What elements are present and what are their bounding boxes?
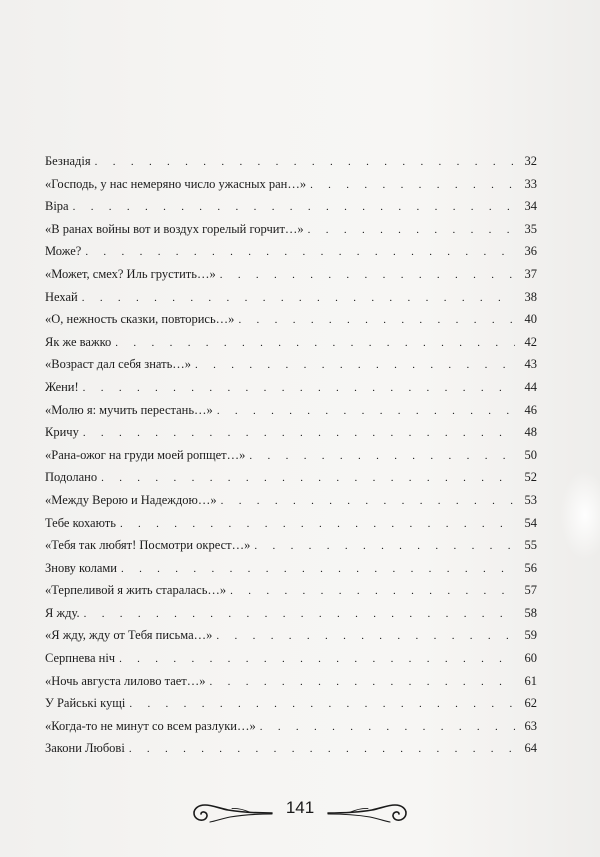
dot-leader [83,422,515,445]
toc-entry-title: Нехай [45,289,78,304]
toc-entry [45,512,537,535]
toc-entry-page: 38 [524,289,537,304]
dot-leader [210,671,515,694]
toc-entry-title: Знову колами [45,560,117,575]
toc-entry-page: 53 [524,492,537,507]
toc-entry-title: Безнадія [45,154,91,168]
page-number: 141 [285,798,315,817]
dot-leader [82,287,515,310]
toc-entry-title: «Тебя так любят! Посмотри окрест…» [45,538,251,553]
light-glare [560,470,600,560]
toc-entry-page: 56 [524,560,537,575]
toc-entry [45,670,537,693]
toc-entry [45,579,537,602]
toc-entry-title: Жени! [45,379,79,394]
toc-entry [45,737,537,760]
toc-entry [45,173,537,196]
dot-leader [308,219,515,242]
toc-entry-page: 43 [524,357,537,372]
dot-leader [249,445,515,468]
toc-entry-page: 52 [524,470,537,485]
toc-entry [45,602,537,625]
toc-entry-title: «Молю я: мучить перестань…» [45,402,213,417]
toc-entry-page: 34 [524,199,537,214]
dot-leader [95,151,515,174]
dot-leader [73,196,515,219]
toc-entry-title: Віра [45,199,69,214]
toc-entry-title: Як же важко [45,334,112,349]
flourish-left-icon [190,799,274,827]
toc-entry-title: Тебе кохають [45,515,116,530]
toc-entry-title: Може? [45,244,82,259]
toc-entry-page: 61 [524,673,537,688]
toc-entry [45,715,537,738]
toc-entry-title: «Когда-то не минут со всем разлуки…» [45,718,256,733]
toc-entry [45,376,537,399]
dot-leader [230,580,515,603]
toc-entry [45,647,537,670]
flourish-right-icon [326,799,410,827]
toc-entry-page: 60 [524,651,537,666]
dot-leader [119,648,515,671]
page-footer [190,795,410,831]
toc-entry-title: Я жду. [45,605,80,620]
toc-entry-page: 48 [524,425,537,440]
toc-entry-page: 57 [524,583,537,598]
dot-leader [121,558,515,581]
toc-entry-title: «Между Верою и Надеждою…» [45,492,217,507]
toc-entry [45,466,537,489]
toc-entry-title: «Господь, у нас немеряно число ужасных ран…» [45,176,307,191]
toc-entry [45,489,537,512]
toc-entry-page: 55 [524,538,537,553]
dot-leader [217,400,515,423]
toc-entry-page: 44 [524,379,537,394]
dot-leader [221,490,515,513]
toc-entry-page: 33 [524,176,537,191]
toc-entry [45,150,537,173]
dot-leader [195,354,515,377]
toc-entry-page: 58 [524,605,537,620]
toc-entry-title: «Возраст дал себя знать…» [45,357,192,372]
dot-leader [216,625,515,648]
toc-entry [45,286,537,309]
dot-leader [260,716,515,739]
toc-entry-title: «Терпеливой я жить старалась…» [45,583,227,598]
toc-entry-page: 54 [524,515,537,530]
dot-leader [220,264,515,287]
toc-entry-page: 40 [524,312,537,327]
dot-leader [83,377,515,400]
toc-entry-title: Кричу [45,425,79,440]
toc-entry [45,557,537,580]
dot-leader [85,241,515,264]
toc-entry [45,421,537,444]
toc-entry [45,218,537,241]
toc-entry [45,263,537,286]
dot-leader [129,738,515,761]
toc-entry-page: 46 [524,402,537,417]
toc-entry-title: «Ночь августа лилово тает…» [45,673,206,688]
toc-entry-title: «Я жду, жду от Тебя письма…» [45,628,213,643]
toc-entry-title: «О, нежность сказки, повторись…» [45,312,235,327]
dot-leader [84,603,515,626]
toc-entry-title: У Райські кущі [45,696,126,711]
toc-entry [45,692,537,715]
dot-leader [120,513,515,536]
toc-entry-title: Подолано [45,470,98,485]
toc-entry-title: Закони Любові [45,741,125,756]
toc-entry [45,353,537,376]
toc-entry-page: 37 [524,266,537,281]
toc-entry-page: 62 [524,696,537,711]
toc-entry-page: 50 [524,447,537,462]
dot-leader [310,174,515,197]
toc-entry-page: 59 [524,628,537,643]
dot-leader [115,332,515,355]
toc-entry [45,399,537,422]
toc-entry-page: 64 [524,741,537,756]
toc-entry-page: 35 [524,221,537,236]
toc-entry [45,624,537,647]
toc-entry-page: 42 [524,334,537,349]
toc-entry [45,195,537,218]
toc-entry-page: 36 [524,244,537,259]
toc-entry-page: 63 [524,718,537,733]
toc-entry [45,534,537,557]
toc-entry [45,240,537,263]
dot-leader [129,693,515,716]
table-of-contents [45,150,537,760]
toc-entry-title: «В ранах войны вот и воздух горелый горчит…» [45,221,304,236]
dot-leader [254,535,515,558]
dot-leader [238,309,515,332]
toc-entry-title: «Может, смех? Иль грустить…» [45,266,216,281]
toc-entry [45,331,537,354]
dot-leader [101,467,515,490]
toc-entry-title: «Рана-ожог на груди моей ропщет…» [45,447,246,462]
toc-entry [45,444,537,467]
toc-entry [45,308,537,331]
toc-entry-page: 32 [524,154,537,168]
toc-entry-title: Серпнева ніч [45,651,116,666]
